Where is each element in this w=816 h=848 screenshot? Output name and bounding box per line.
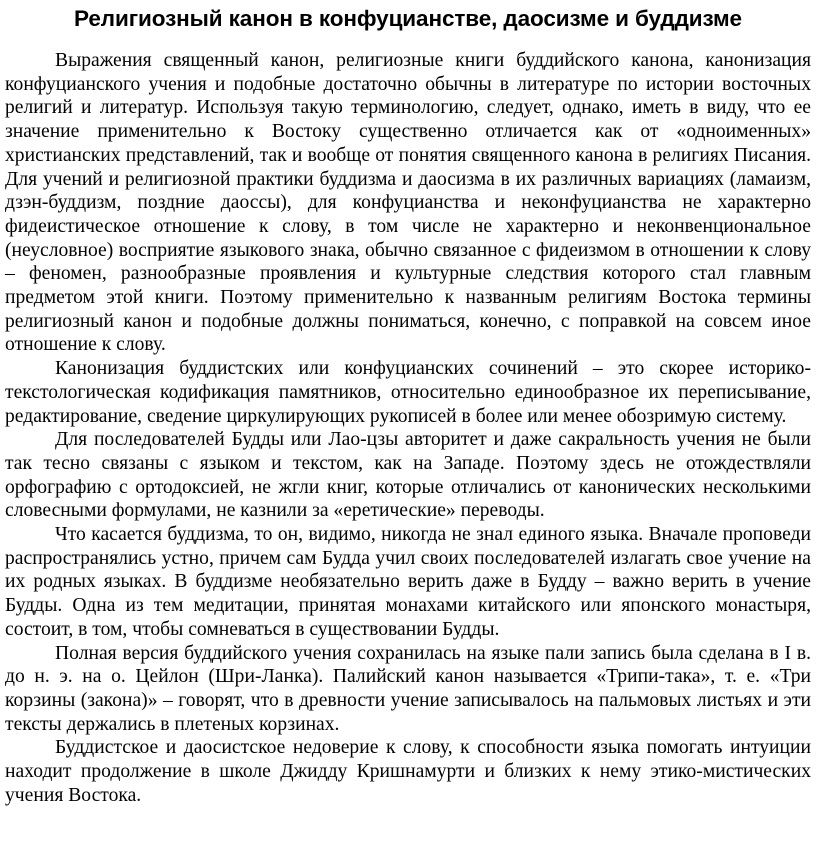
page-title: Религиозный канон в конфуцианстве, даосизме и буддизме <box>74 6 742 31</box>
paragraph-6: Буддистское и даосистское недоверие к слову, к способности языка помогать интуиции находит продолжение в школе Джидду Кришнамурти и близких к нему этико-мистических учения Востока. <box>5 737 811 806</box>
paragraph-2: Канонизация буддистских или конфуцианских сочинений – это скорее историко-текстологическая кодификация памятников, относительно единообразное их переписывание, редактирование, сведение циркулирующих рукописей в более или менее обозримую систему. <box>5 358 811 427</box>
paragraph-1: Выражения священный канон, религиозные книги буддийского канона, канонизация конфуцианского учения и подобные достаточно обычны в литературе по истории восточных религий и литератур. Используя такую терминологию, следует, однако, иметь в виду, что ее значение применительно к Востоку существенно отличается как от «одноименных» христианских представлений, так и вообще от понятия священного канона в религиях Писания. Для учений и религиозной практики буддизма и даосизма в их различных вариациях (ламаизм, дзэн-буддизм, поздние даоссы), для конфуцианства и неконфуцианства не характерно фидеистическое отношение к слову, в том числе не характерно и неконвенциональное (неусловное) восприятие языкового знака, обычно связанное с фидеизмом в отношении к слову – феномен, разнообразные проявления и культурные следствия которого стал главным предметом этой книги. Поэтому применительно к названным религиям Востока термины религиозный канон и подобные должны пониматься, конечно, с поправкой на совсем иное отношение к слову. <box>5 50 811 356</box>
paragraph-4: Что касается буддизма, то он, видимо, никогда не знал единого языка. Вначале проповеди распространялись устно, причем сам Будда учил своих последователей излагать свое учение на их родных языках. В буддизме необязательно верить даже в Будду – важно верить в учение Будды. Одна из тем медитации, принятая монахами китайского или японского монастыря, состоит, в том, чтобы сомневаться в существовании Будды. <box>5 524 811 640</box>
paragraph-3: Для последователей Будды или Лао-цзы авторитет и даже сакральность учения не были так тесно связаны с языком и текстом, как на Западе. Поэтому здесь не отождествляли орфографию с ортодоксией, не жгли книг, которые отличались от канонических несколькими словесными формулами, не казнили за «еретические» переводы. <box>5 429 811 522</box>
paragraph-5: Полная версия буддийского учения сохранилась на языке пали запись была сделана в I в. до н. э. на о. Цейлон (Шри-Ланка). Палийский канон называется «Трипи-така», т. е. «Три корзины (закона)» – говорят, что в древности учение записывалось на пальмовых листьях и эти тексты держались в плетеных корзинах. <box>5 642 811 735</box>
